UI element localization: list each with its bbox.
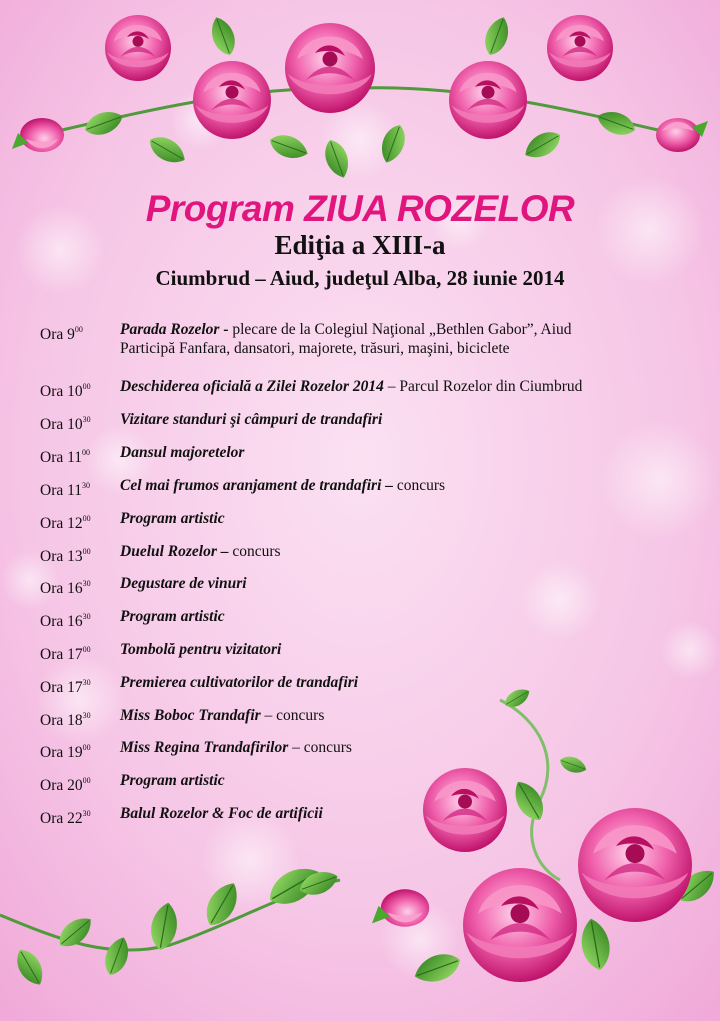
- schedule-activity: Dansul majoretelor: [120, 444, 245, 461]
- schedule-activity: Parada Rozelor - plecare de la Colegiul Naţional „Bethlen Gabor”, Aiud Participă Fanfara, dansatori, majorete, trăsuri, maşini, biciclete: [120, 321, 572, 357]
- schedule-activity: Duelul Rozelor – concurs: [120, 543, 281, 560]
- schedule-time: Ora $16^{30}$: [40, 579, 91, 597]
- schedule-item: [40, 706, 324, 730]
- schedule-time: Ora $11^{00}$: [40, 448, 91, 466]
- program-title: Program ZIUA ROZELOR: [145, 188, 575, 229]
- schedule-item: [40, 640, 281, 664]
- schedule-time: Ora $17^{30}$: [40, 678, 91, 696]
- schedule-time: Ora $10^{30}$: [40, 415, 91, 433]
- schedule-time: Ora $20^{00}$: [40, 776, 91, 794]
- schedule-activity: Program artistic: [120, 510, 225, 527]
- schedule-time: Ora $18^{30}$: [40, 711, 91, 729]
- schedule-time: Ora $11^{30}$: [40, 481, 91, 499]
- schedule-time: Ora $19^{00}$: [40, 743, 91, 761]
- schedule-item: [40, 804, 323, 828]
- schedule-activity: Vizitare standuri şi câmpuri de trandafiri: [120, 411, 383, 428]
- location-date-heading: Ciumbrud – Aiud, judeţul Alba, 28 iunie 2014: [155, 266, 565, 290]
- schedule-item: [40, 410, 382, 434]
- schedule-item: [40, 574, 247, 598]
- edition-heading: Ediţia a XIII-a: [274, 230, 446, 260]
- schedule-item: [40, 320, 572, 358]
- schedule-activity: Premierea cultivatorilor de trandafiri: [120, 674, 359, 691]
- schedule-time: Ora $17^{00}$: [40, 645, 91, 663]
- schedule-time: Ora $16^{30}$: [40, 612, 91, 630]
- schedule-activity: Tombolă pentru vizitatori: [120, 641, 282, 658]
- schedule-item: [40, 377, 582, 401]
- schedule-item: [40, 542, 281, 566]
- schedule-time: Ora $12^{00}$: [40, 514, 91, 532]
- schedule-activity: Balul Rozelor & Foc de artificii: [120, 805, 323, 822]
- schedule-item: [40, 509, 225, 533]
- schedule-item: [40, 607, 225, 631]
- schedule-activity: Program artistic: [120, 608, 225, 625]
- schedule-activity: Degustare de vinuri: [120, 575, 247, 592]
- schedule-activity: Deschiderea oficială a Zilei Rozelor 2014 – Parcul Rozelor din Ciumbrud: [120, 378, 583, 395]
- schedule-time: Ora $13^{00}$: [40, 547, 91, 565]
- schedule-activity: Cel mai frumos aranjament de trandafiri – concurs: [120, 477, 446, 494]
- schedule-activity: Miss Regina Trandafirilor – concurs: [120, 739, 352, 756]
- schedule-item: [40, 771, 225, 795]
- schedule-item: [40, 443, 244, 467]
- schedule-time: Ora $9^{00}$: [40, 325, 83, 343]
- schedule-activity: Program artistic: [120, 772, 225, 789]
- schedule-item: [40, 738, 352, 762]
- schedule-time: Ora $10^{00}$: [40, 382, 91, 400]
- schedule-time: Ora $22^{30}$: [40, 809, 91, 827]
- schedule-item: [40, 673, 358, 697]
- schedule-activity: Miss Boboc Trandafir – concurs: [120, 707, 325, 724]
- schedule-item: [40, 476, 445, 500]
